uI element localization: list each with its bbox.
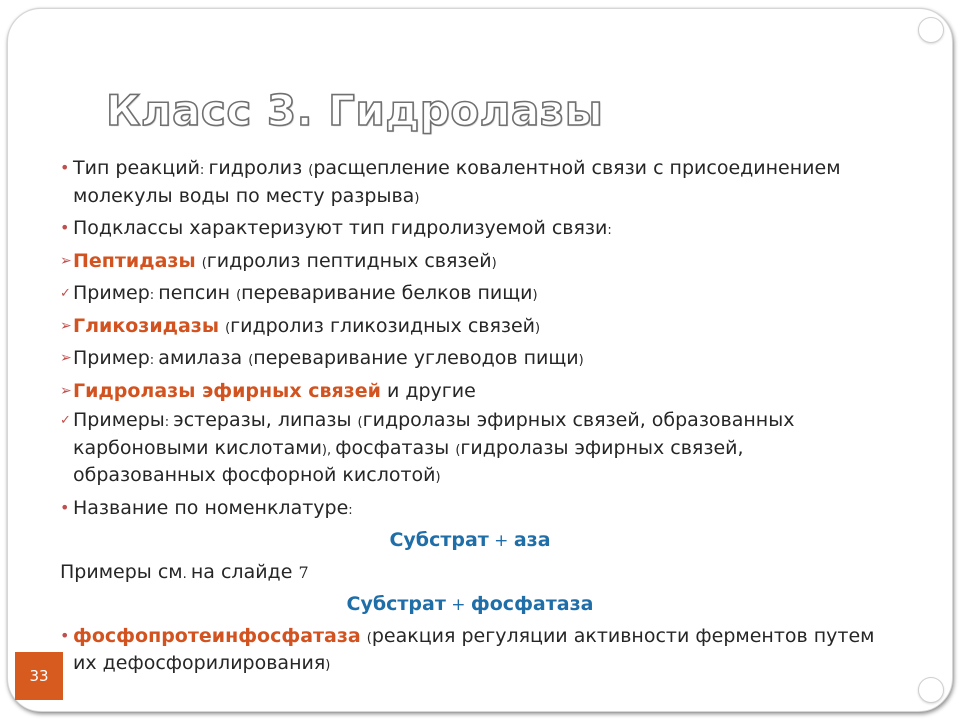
arrow-item-amylase-example [60,346,880,374]
note-text: 7 [298,562,309,582]
item-text: Подклассы характеризуют тип гидролизуемой связи [73,217,608,239]
bullet-icon: • [60,158,70,177]
item-text: ( [357,415,363,430]
note-text: на слайде [190,560,299,583]
item-text: ), [321,442,336,458]
item-text: Пример [73,347,150,369]
item-text: Название по номенклатуре [73,496,349,519]
item-text: переваривание белков пищи [241,282,533,304]
arrow-bullet-icon: ➢ [60,350,72,366]
item-text: : [149,288,159,303]
check-bullet-icon: ✓ [60,413,71,428]
item-text: ( [201,255,207,271]
bullet-icon: • [60,497,70,517]
item-text: : [348,502,353,518]
page-number-badge: 33 [15,652,63,700]
arrow-item-ester-hydrolases [60,379,880,404]
bottom-right-circle-icon [918,677,944,703]
slide-content [60,156,880,684]
arrow-item-peptidases [60,249,880,277]
item-text: : [164,415,174,430]
formula-left: Субстрат [389,529,489,551]
item-text: гидролазы эфирных связей, образованных карбоновыми кислотами [73,409,795,459]
bullet-item-nomenclature [60,496,880,524]
item-text: эстеразы, липазы [173,409,358,431]
item-text: реакция регуляции активности ферментов путем их дефосфорилирования [73,624,875,674]
item-text: Примеры [73,409,165,431]
item-text: : [199,163,209,178]
item-text: амилаза [158,347,249,369]
item-text: Тип реакций [73,157,200,179]
item-text: гидролазы эфирных связей, образованных фосфорной кислотой [73,436,744,486]
check-item-pepsin-example [60,281,880,309]
item-text: фосфатазы [335,436,456,459]
note-text: . [182,566,191,582]
item-text: ( [225,320,231,336]
top-right-circle-icon [918,17,944,43]
formula-substrate-phosphatase [60,592,880,618]
highlight-term: Пептидазы [73,249,196,272]
item-text: ) [491,255,497,271]
check-bullet-icon: ✓ [60,286,71,301]
arrow-bullet-icon: ➢ [60,252,72,269]
bullet-icon: • [60,218,70,237]
item-text: переваривание углеводов пищи [253,347,579,369]
item-text: ( [236,288,242,303]
bullet-icon: • [60,625,70,645]
item-text: ( [308,163,314,178]
item-text: и другие [380,379,476,402]
highlight-term: Гидролазы эфирных связей [73,379,381,402]
formula-right: аза [513,529,551,551]
item-text: ) [325,658,331,673]
item-text: гидролиз [208,157,309,179]
item-text: гидролиз пептидных связей [206,249,492,272]
item-text: ( [248,353,254,368]
formula-plus: + [488,531,514,551]
bullet-item-reaction-type [60,156,880,211]
highlight-term: фосфопротеинфосфатаза [73,624,361,647]
bullet-item-phosphoprotein-phosphatase [60,624,880,679]
arrow-bullet-icon: ➢ [60,382,72,399]
item-text: ) [414,190,420,206]
formula-substrate-aza [60,528,880,554]
check-item-esterases-example [60,408,880,491]
highlight-term: Гликозидазы [73,314,220,337]
item-text: пепсин [158,282,237,304]
item-text: расщепление ковалентной связи с присоединением молекулы воды по месту разрыва [73,157,841,207]
slide-title: Класс 3. Гидролазы [106,86,604,135]
item-text: : [607,223,612,238]
item-text: ( [366,630,372,646]
bullet-item-subclasses [60,216,880,244]
item-text: ) [532,288,538,303]
formula-right: фосфатаза [470,593,594,615]
item-text: ) [535,320,541,336]
item-text: гидролиз гликозидных связей [230,314,536,337]
formula-plus: + [445,595,471,615]
item-text: ) [578,353,584,368]
item-text: ( [455,442,461,458]
note-text: Примеры см [60,560,183,583]
item-text: ) [435,470,441,485]
item-text: Пример [73,282,150,304]
arrow-item-glycosidases [60,314,880,342]
item-text: : [149,353,159,368]
formula-left: Субстрат [346,593,446,615]
examples-note [60,560,880,588]
arrow-bullet-icon: ➢ [60,317,72,334]
